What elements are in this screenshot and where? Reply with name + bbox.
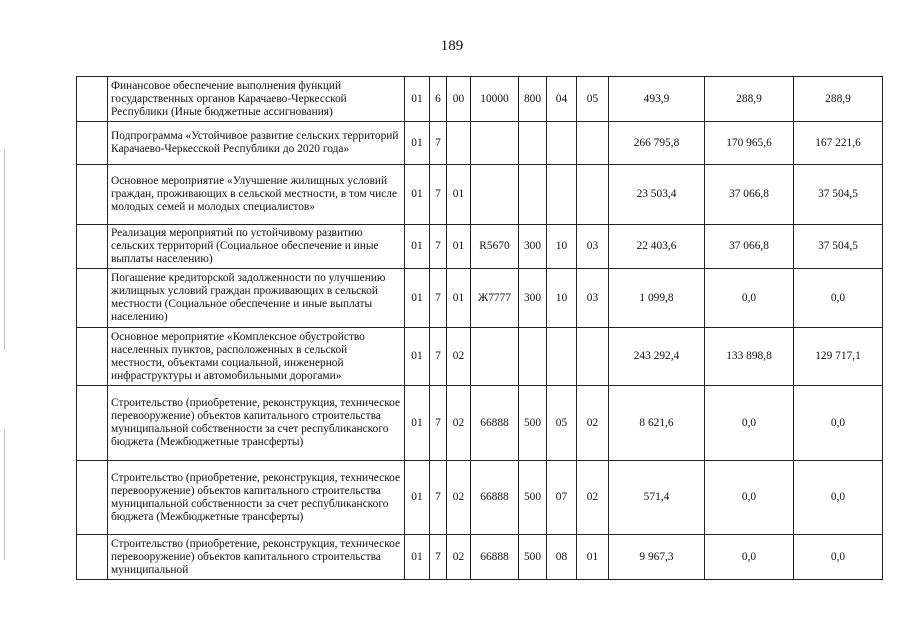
amount-year2-cell: 37 066,8 [705,165,794,225]
item-name-cell: Финансовое обеспечение выполнения функций государственных органов Карачаево-Черкесской Республики (Иные бюджетные ассигнования) [108,77,405,122]
row-number-cell [77,77,108,122]
expense-type-cell: 500 [519,386,547,461]
table-row [77,328,883,386]
row-number-cell [77,386,108,461]
item-name-cell: Строительство (приобретение, реконструкция, техническое перевооружение) объектов капитального строительства муниципальной [108,535,405,580]
item-name-cell: Строительство (приобретение, реконструкция, техническое перевооружение) объектов капитального строительства муниципальной собственности за счет республиканского бюджета (Межбюджетные трансферты) [108,461,405,535]
direction-code-cell: 66888 [471,386,519,461]
amount-year3-cell: 0,0 [794,535,883,580]
row-number-cell [77,535,108,580]
expense-type-cell: 300 [519,225,547,269]
scan-edge-mark [4,430,5,560]
section-cell [547,328,577,386]
main-event-code-cell: 02 [447,328,471,386]
subsection-cell: 03 [577,269,609,328]
main-event-code-cell: 01 [447,269,471,328]
amount-year3-cell: 37 504,5 [794,165,883,225]
amount-year3-cell: 37 504,5 [794,225,883,269]
program-code-cell: 01 [405,269,430,328]
program-code-cell: 01 [405,535,430,580]
main-event-code-cell: 02 [447,386,471,461]
main-event-code-cell [447,122,471,165]
direction-code-cell [471,122,519,165]
amount-year1-cell: 23 503,4 [609,165,705,225]
item-name-cell: Подпрограмма «Устойчивое развитие сельских территорий Карачаево-Черкесской Республики до 2020 года» [108,122,405,165]
amount-year1-cell: 266 795,8 [609,122,705,165]
subprogram-code-cell: 7 [430,535,447,580]
direction-code-cell: 10000 [471,77,519,122]
scan-edge-mark [4,150,5,350]
section-cell [547,165,577,225]
program-code-cell: 01 [405,122,430,165]
amount-year1-cell: 493,9 [609,77,705,122]
row-number-cell [77,461,108,535]
subsection-cell: 02 [577,461,609,535]
amount-year3-cell: 0,0 [794,461,883,535]
subprogram-code-cell: 7 [430,269,447,328]
section-cell: 10 [547,269,577,328]
amount-year1-cell: 1 099,8 [609,269,705,328]
expense-type-cell [519,165,547,225]
expense-type-cell: 300 [519,269,547,328]
amount-year2-cell: 0,0 [705,535,794,580]
item-name-cell: Основное мероприятие «Улучшение жилищных условий граждан, проживающих в сельской местности, в том числе молодых семей и молодых специалистов» [108,165,405,225]
section-cell [547,122,577,165]
table-row [77,122,883,165]
table-row [77,535,883,580]
amount-year1-cell: 243 292,4 [609,328,705,386]
subprogram-code-cell: 7 [430,386,447,461]
amount-year3-cell: 129 717,1 [794,328,883,386]
section-cell: 10 [547,225,577,269]
amount-year2-cell: 37 066,8 [705,225,794,269]
subsection-cell [577,122,609,165]
section-cell: 07 [547,461,577,535]
subprogram-code-cell: 7 [430,122,447,165]
amount-year1-cell: 571,4 [609,461,705,535]
main-event-code-cell: 01 [447,165,471,225]
amount-year2-cell: 0,0 [705,461,794,535]
table-row [77,461,883,535]
subsection-cell: 02 [577,386,609,461]
section-cell: 08 [547,535,577,580]
subprogram-code-cell: 7 [430,165,447,225]
subprogram-code-cell: 7 [430,225,447,269]
amount-year2-cell: 0,0 [705,269,794,328]
subsection-cell: 01 [577,535,609,580]
table-row [77,225,883,269]
amount-year3-cell: 0,0 [794,386,883,461]
amount-year1-cell: 22 403,6 [609,225,705,269]
direction-code-cell: R5670 [471,225,519,269]
subsection-cell: 05 [577,77,609,122]
direction-code-cell [471,165,519,225]
row-number-cell [77,269,108,328]
main-event-code-cell: 01 [447,225,471,269]
expense-type-cell: 800 [519,77,547,122]
row-number-cell [77,328,108,386]
amount-year3-cell: 0,0 [794,269,883,328]
program-code-cell: 01 [405,77,430,122]
amount-year1-cell: 9 967,3 [609,535,705,580]
item-name-cell: Основное мероприятие «Комплексное обустройство населенных пунктов, расположенных в сельской местности, объектами социальной, инженерной инфраструктуры и автомобильными дорогами» [108,328,405,386]
amount-year2-cell: 170 965,6 [705,122,794,165]
row-number-cell [77,225,108,269]
item-name-cell: Погашение кредиторской задолженности по улучшению жилищных условий граждан проживающих в сельской местности (Социальное обеспечение и иные выплаты населению) [108,269,405,328]
table-row [77,77,883,122]
main-event-code-cell: 02 [447,461,471,535]
amount-year3-cell: 288,9 [794,77,883,122]
table-row [77,386,883,461]
program-code-cell: 01 [405,165,430,225]
row-number-cell [77,122,108,165]
amount-year1-cell: 8 621,6 [609,386,705,461]
amount-year2-cell: 288,9 [705,77,794,122]
row-number-cell [77,165,108,225]
item-name-cell: Реализация мероприятий по устойчивому развитию сельских территорий (Социальное обеспечение и иные выплаты населению) [108,225,405,269]
subsection-cell [577,328,609,386]
direction-code-cell [471,328,519,386]
main-event-code-cell: 02 [447,535,471,580]
amount-year2-cell: 133 898,8 [705,328,794,386]
program-code-cell: 01 [405,225,430,269]
subsection-cell [577,165,609,225]
subprogram-code-cell: 6 [430,77,447,122]
direction-code-cell: Ж7777 [471,269,519,328]
budget-table [76,76,883,580]
expense-type-cell: 500 [519,535,547,580]
table-row [77,269,883,328]
expense-type-cell [519,122,547,165]
program-code-cell: 01 [405,461,430,535]
item-name-cell: Строительство (приобретение, реконструкция, техническое перевооружение) объектов капитального строительства муниципальной собственности за счет республиканского бюджета (Межбюджетные трансферты) [108,386,405,461]
program-code-cell: 01 [405,328,430,386]
main-event-code-cell: 00 [447,77,471,122]
amount-year2-cell: 0,0 [705,386,794,461]
page-number: 189 [440,38,464,54]
expense-type-cell [519,328,547,386]
program-code-cell: 01 [405,386,430,461]
expense-type-cell: 500 [519,461,547,535]
subsection-cell: 03 [577,225,609,269]
subprogram-code-cell: 7 [430,461,447,535]
direction-code-cell: 66888 [471,461,519,535]
section-cell: 05 [547,386,577,461]
amount-year3-cell: 167 221,6 [794,122,883,165]
direction-code-cell: 66888 [471,535,519,580]
table-row [77,165,883,225]
subprogram-code-cell: 7 [430,328,447,386]
section-cell: 04 [547,77,577,122]
